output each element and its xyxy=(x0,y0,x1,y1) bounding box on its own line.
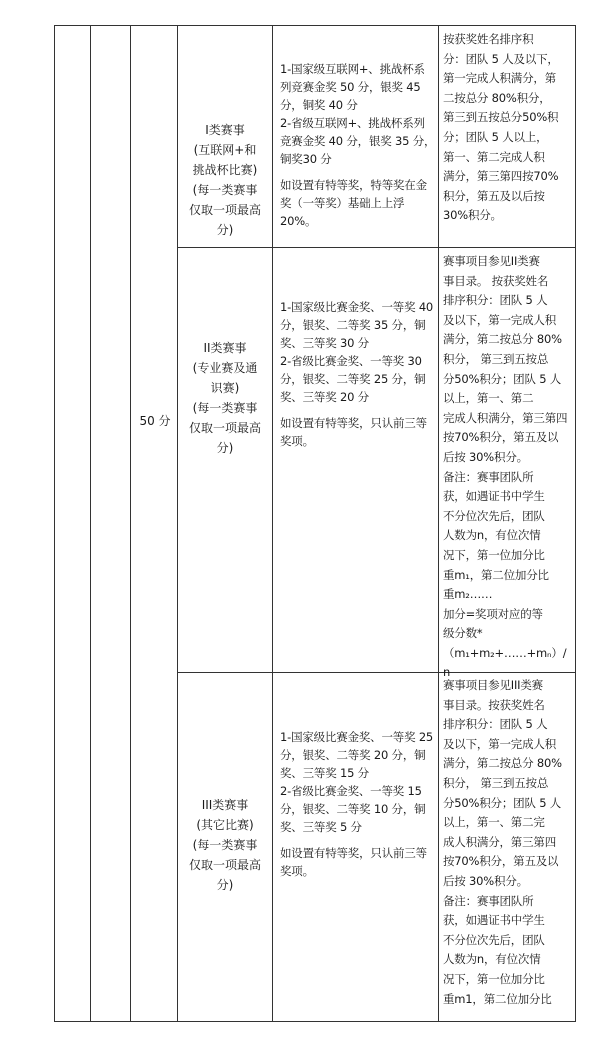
category-cell: III类赛事 (其它比赛) (每一类赛事 仅取一项最高 分) xyxy=(188,798,261,892)
award-provincial: 2-省级比赛金奖、一等奖 15 分，银奖、二等奖 10 分，铜奖、三等奖 5 分 xyxy=(280,784,426,834)
award-note: 如设置有特等奖，特等奖在金奖（一等奖）基础上上浮 20%。 xyxy=(280,178,427,228)
rules-cell: 按获奖姓名排序积 分：团队 5 人及以下， 第一完成人积满分，第 二按总分 80%积分， 第三到五按总分50%积 分；团队 5 人以上， 第一、第二完成人积 满分，第三第四按70% 积分，第五及以后按 30%积分。 xyxy=(443,32,559,223)
grid-line xyxy=(272,25,273,1022)
grid-line xyxy=(177,25,178,1022)
award-national: 1-国家级互联网+、挑战杯系列竞赛金奖 50 分，银奖 45 分，铜奖 40 分 xyxy=(280,62,425,112)
rules-cell: 赛事项目参见III类赛 事目录。按获奖姓名 排序积分：团队 5 人 及以下，第一完成人积 满分，第二按总分 80% 积分， 第三到五按总 分50%积分；团队 5 人 以上，第一、第二完 成人积满分，第三第四 按70%积分，第五及以 后按 30%积分。 备注：赛事团队所 获，如遇证书中学生 不分位次先后，团队 人数为n，有位次情 况下，第一位加分比 重m1，第二位加分比 xyxy=(443,678,562,1006)
awards-cell xyxy=(280,298,436,450)
grid-line xyxy=(177,247,576,248)
award-national: 1-国家级比赛金奖、一等奖 40分，银奖、二等奖 35 分，铜奖、三等奖 30 分 xyxy=(280,300,434,350)
grid-line xyxy=(54,1021,576,1022)
grid-line xyxy=(54,25,576,26)
grid-line xyxy=(575,25,576,1022)
awards-cell xyxy=(280,60,436,230)
category-cell: I类赛事 (互联网+和 挑战杯比赛) (每一类赛事 仅取一项最高 分) xyxy=(188,123,261,237)
category-cell: II类赛事 (专业赛及通 识赛) (每一类赛事 仅取一项最高 分) xyxy=(188,341,261,455)
award-national: 1-国家级比赛金奖、一等奖 25分，银奖、二等奖 20 分，铜奖、三等奖 15 分 xyxy=(280,730,434,780)
score-cell: 50 分 xyxy=(139,414,171,428)
rules-cell: 赛事项目参见II类赛 事目录。 按获奖姓名 排序积分：团队 5 人 及以下，第一完成人积 满分，第二按总分 80% 积分， 第三到五按总 分50%积分；团队 5 人 以上，第一、第二 完成人积满分，第三第四 按70%积分，第五及以 后按 30%积分。 备注：赛事团队所 获，如遇证书中学生 不分位次先后，团队 人数为n，有位次情 况下，第一位加分比 重m₁，第二位加分比 重m₂…… 加分=奖项对应的等 级分数* （m₁+m₂+……+mₙ）/n xyxy=(443,254,568,680)
award-provincial: 2-省级比赛金奖、一等奖 30 分，银奖、二等奖 25 分，铜奖、三等奖 20 分 xyxy=(280,354,426,404)
award-note: 如设置有特等奖，只认前三等奖项。 xyxy=(280,846,427,878)
grid-line xyxy=(438,25,439,1022)
grid-line xyxy=(54,25,55,1022)
awards-cell xyxy=(280,728,436,880)
grid-line xyxy=(90,25,91,1022)
grid-line xyxy=(130,25,131,1022)
award-provincial: 2-省级互联网+、挑战杯系列竞赛金奖 40 分，银奖 35 分，铜奖30 分 xyxy=(280,116,436,166)
award-note: 如设置有特等奖，只认前三等奖项。 xyxy=(280,416,427,448)
